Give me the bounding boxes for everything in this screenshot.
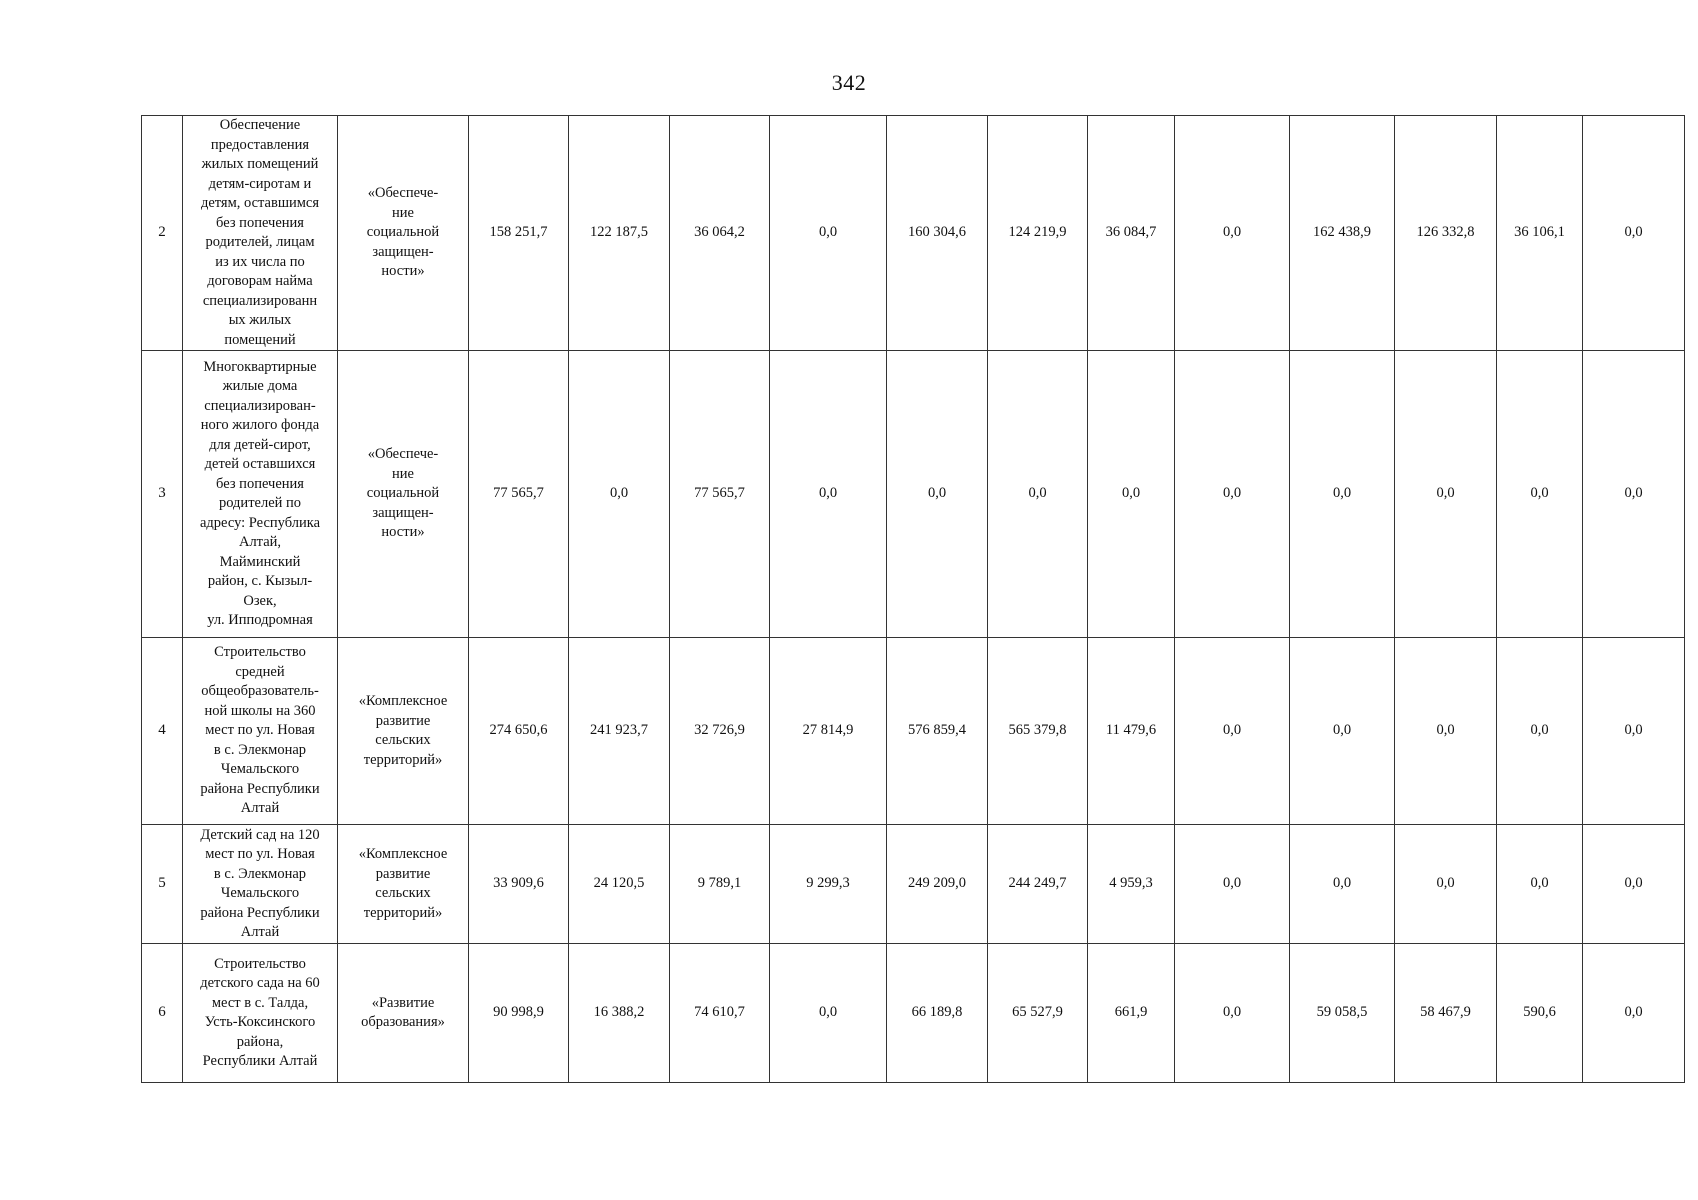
value-cell: 9 789,1 <box>670 825 770 944</box>
value-cell: 158 251,7 <box>469 116 569 351</box>
value-cell: 126 332,8 <box>1395 116 1497 351</box>
table-row <box>142 944 1685 1083</box>
value-cell: 32 726,9 <box>670 638 770 825</box>
row-number: 6 <box>142 944 183 1083</box>
value-cell: 0,0 <box>1290 351 1395 638</box>
object-name: Строительство средней общеобразователь- ной школы на 360 мест по ул. Новая в с. Элекмонар Чемальского района Республики Алтай <box>183 638 338 825</box>
value-cell: 16 388,2 <box>569 944 670 1083</box>
row-number: 3 <box>142 351 183 638</box>
row-number: 2 <box>142 116 183 351</box>
row-number: 4 <box>142 638 183 825</box>
budget-table <box>141 115 1685 1083</box>
object-name: Многоквартирные жилые дома специализирован- ного жилого фонда для детей-сирот, детей оставшихся без попечения родителей по адресу: Республика Алтай, Майминский район, с. Кызыл- Озек, ул. Ипподромная <box>183 351 338 638</box>
value-cell: 0,0 <box>569 351 670 638</box>
object-name: Строительство детского сада на 60 мест в с. Талда, Усть-Коксинского района, Республики Алтай <box>183 944 338 1083</box>
object-name: Обеспечение предоставления жилых помещений детям-сиротам и детям, оставшимся без попечения родителей, лицам из их числа по договорам найма специализированн ых жилых помещений <box>183 116 338 351</box>
value-cell: 0,0 <box>1088 351 1175 638</box>
value-cell: 0,0 <box>1395 638 1497 825</box>
value-cell: 661,9 <box>1088 944 1175 1083</box>
value-cell: 0,0 <box>1175 638 1290 825</box>
value-cell: 58 467,9 <box>1395 944 1497 1083</box>
value-cell: 65 527,9 <box>988 944 1088 1083</box>
value-cell: 77 565,7 <box>670 351 770 638</box>
value-cell: 241 923,7 <box>569 638 670 825</box>
value-cell: 590,6 <box>1497 944 1583 1083</box>
value-cell: 27 814,9 <box>770 638 887 825</box>
value-cell: 0,0 <box>1583 116 1685 351</box>
row-number: 5 <box>142 825 183 944</box>
value-cell: 0,0 <box>770 944 887 1083</box>
value-cell: 244 249,7 <box>988 825 1088 944</box>
value-cell: 0,0 <box>1497 825 1583 944</box>
value-cell: 0,0 <box>1583 351 1685 638</box>
program-name: «Комплексное развитие сельских территорий» <box>338 825 469 944</box>
page-number: 342 <box>831 70 867 95</box>
value-cell: 565 379,8 <box>988 638 1088 825</box>
value-cell: 0,0 <box>1583 825 1685 944</box>
value-cell: 36 106,1 <box>1497 116 1583 351</box>
value-cell: 0,0 <box>1175 116 1290 351</box>
value-cell: 0,0 <box>1175 351 1290 638</box>
program-name: «Обеспече- ние социальной защищен- ности» <box>338 116 469 351</box>
value-cell: 122 187,5 <box>569 116 670 351</box>
value-cell: 0,0 <box>1395 351 1497 638</box>
table-row <box>142 351 1685 638</box>
value-cell: 0,0 <box>1175 944 1290 1083</box>
value-cell: 124 219,9 <box>988 116 1088 351</box>
value-cell: 274 650,6 <box>469 638 569 825</box>
value-cell: 0,0 <box>1583 638 1685 825</box>
value-cell: 74 610,7 <box>670 944 770 1083</box>
value-cell: 36 064,2 <box>670 116 770 351</box>
object-name: Детский сад на 120 мест по ул. Новая в с. Элекмонар Чемальского района Республики Алтай <box>183 825 338 944</box>
value-cell: 0,0 <box>1290 638 1395 825</box>
value-cell: 90 998,9 <box>469 944 569 1083</box>
value-cell: 66 189,8 <box>887 944 988 1083</box>
value-cell: 160 304,6 <box>887 116 988 351</box>
value-cell: 0,0 <box>887 351 988 638</box>
value-cell: 0,0 <box>1395 825 1497 944</box>
table-row <box>142 825 1685 944</box>
value-cell: 0,0 <box>988 351 1088 638</box>
program-name: «Обеспече- ние социальной защищен- ности» <box>338 351 469 638</box>
value-cell: 0,0 <box>1175 825 1290 944</box>
value-cell: 0,0 <box>1583 944 1685 1083</box>
value-cell: 59 058,5 <box>1290 944 1395 1083</box>
program-name: «Развитие образования» <box>338 944 469 1083</box>
value-cell: 77 565,7 <box>469 351 569 638</box>
value-cell: 11 479,6 <box>1088 638 1175 825</box>
value-cell: 24 120,5 <box>569 825 670 944</box>
value-cell: 0,0 <box>1497 351 1583 638</box>
value-cell: 576 859,4 <box>887 638 988 825</box>
table-row <box>142 638 1685 825</box>
value-cell: 9 299,3 <box>770 825 887 944</box>
value-cell: 0,0 <box>770 116 887 351</box>
value-cell: 0,0 <box>1290 825 1395 944</box>
value-cell: 249 209,0 <box>887 825 988 944</box>
value-cell: 0,0 <box>1497 638 1583 825</box>
program-name: «Комплексное развитие сельских территорий» <box>338 638 469 825</box>
value-cell: 36 084,7 <box>1088 116 1175 351</box>
value-cell: 33 909,6 <box>469 825 569 944</box>
value-cell: 162 438,9 <box>1290 116 1395 351</box>
value-cell: 0,0 <box>770 351 887 638</box>
value-cell: 4 959,3 <box>1088 825 1175 944</box>
table-row <box>142 116 1685 351</box>
